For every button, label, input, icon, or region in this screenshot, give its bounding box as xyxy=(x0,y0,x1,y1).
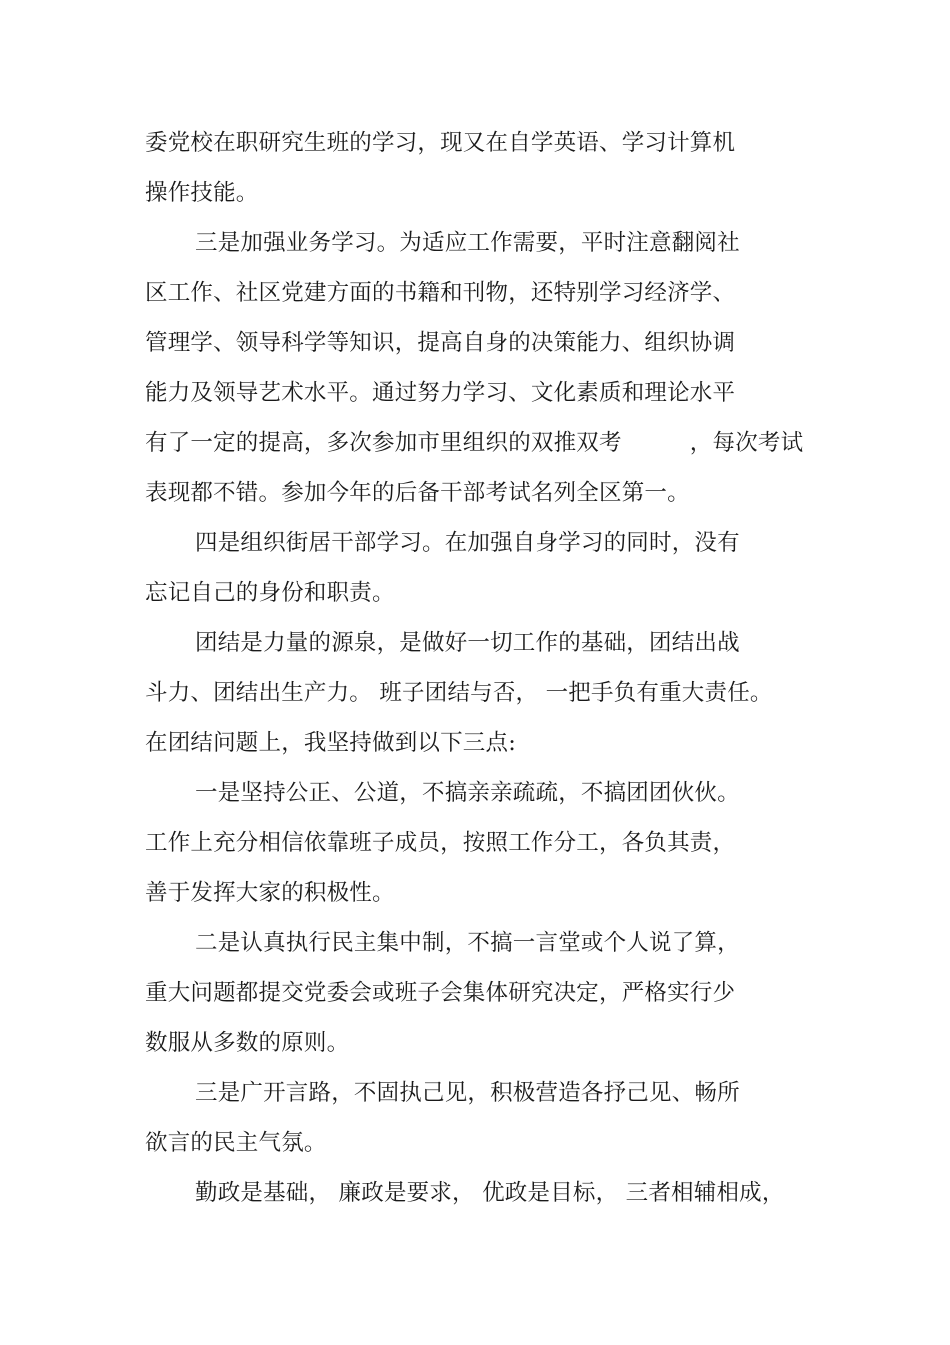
text-line-16: 善于发挥大家的积极性。 xyxy=(145,880,395,906)
text-line-15: 工作上充分相信依靠班子成员，按照工作分工，各负其责， xyxy=(145,830,736,856)
text-line-3: 三是加强业务学习。为适应工作需要，平时注意翻阅社 xyxy=(195,230,740,256)
text-line-14: 一是坚持公正、公道，不搞亲亲疏疏，不搞团团伙伙。 xyxy=(195,780,740,806)
text-line-19: 数服从多数的原则。 xyxy=(145,1030,350,1056)
text-line-20: 三是广开言路，不固执己见，积极营造各抒己见、畅所 xyxy=(195,1080,740,1106)
text-line-10: 忘记自己的身份和职责。 xyxy=(145,580,395,606)
text-line-9: 四是组织街居干部学习。在加强自身学习的同时，没有 xyxy=(195,530,740,556)
text-line-4: 区工作、社区党建方面的书籍和刊物，还特别学习经济学、 xyxy=(145,280,736,306)
text-line-1: 委党校在职研究生班的学习，现又在自学英语、学习计算机 xyxy=(145,130,736,156)
text-line-12: 斗力、团结出生产力。 班子团结与否， 一把手负有重大责任。 xyxy=(145,680,773,706)
text-line-11: 团结是力量的源泉，是做好一切工作的基础，团结出战 xyxy=(195,630,740,656)
text-line-21: 欲言的民主气氛。 xyxy=(145,1130,327,1156)
text-line-6: 能力及领导艺术水平。通过努力学习、文化素质和理论水平 xyxy=(145,380,736,406)
text-line-18: 重大问题都提交党委会或班子会集体研究决定，严格实行少 xyxy=(145,980,736,1006)
text-line-2: 操作技能。 xyxy=(145,180,259,206)
text-line-8: 表现都不错。参加今年的后备干部考试名列全区第一。 xyxy=(145,480,690,506)
text-line-22: 勤政是基础， 廉政是要求， 优政是目标， 三者相辅相成， xyxy=(195,1180,785,1206)
text-line-13: 在团结问题上，我坚持做到以下三点: xyxy=(145,730,516,756)
text-line-17: 二是认真执行民主集中制，不搞一言堂或个人说了算， xyxy=(195,930,740,956)
text-line-5: 管理学、领导科学等知识，提高自身的决策能力、组织协调 xyxy=(145,330,736,356)
text-line-7: 有了一定的提高，多次参加市里组织的双推双考 ，每次考试 xyxy=(145,430,804,456)
